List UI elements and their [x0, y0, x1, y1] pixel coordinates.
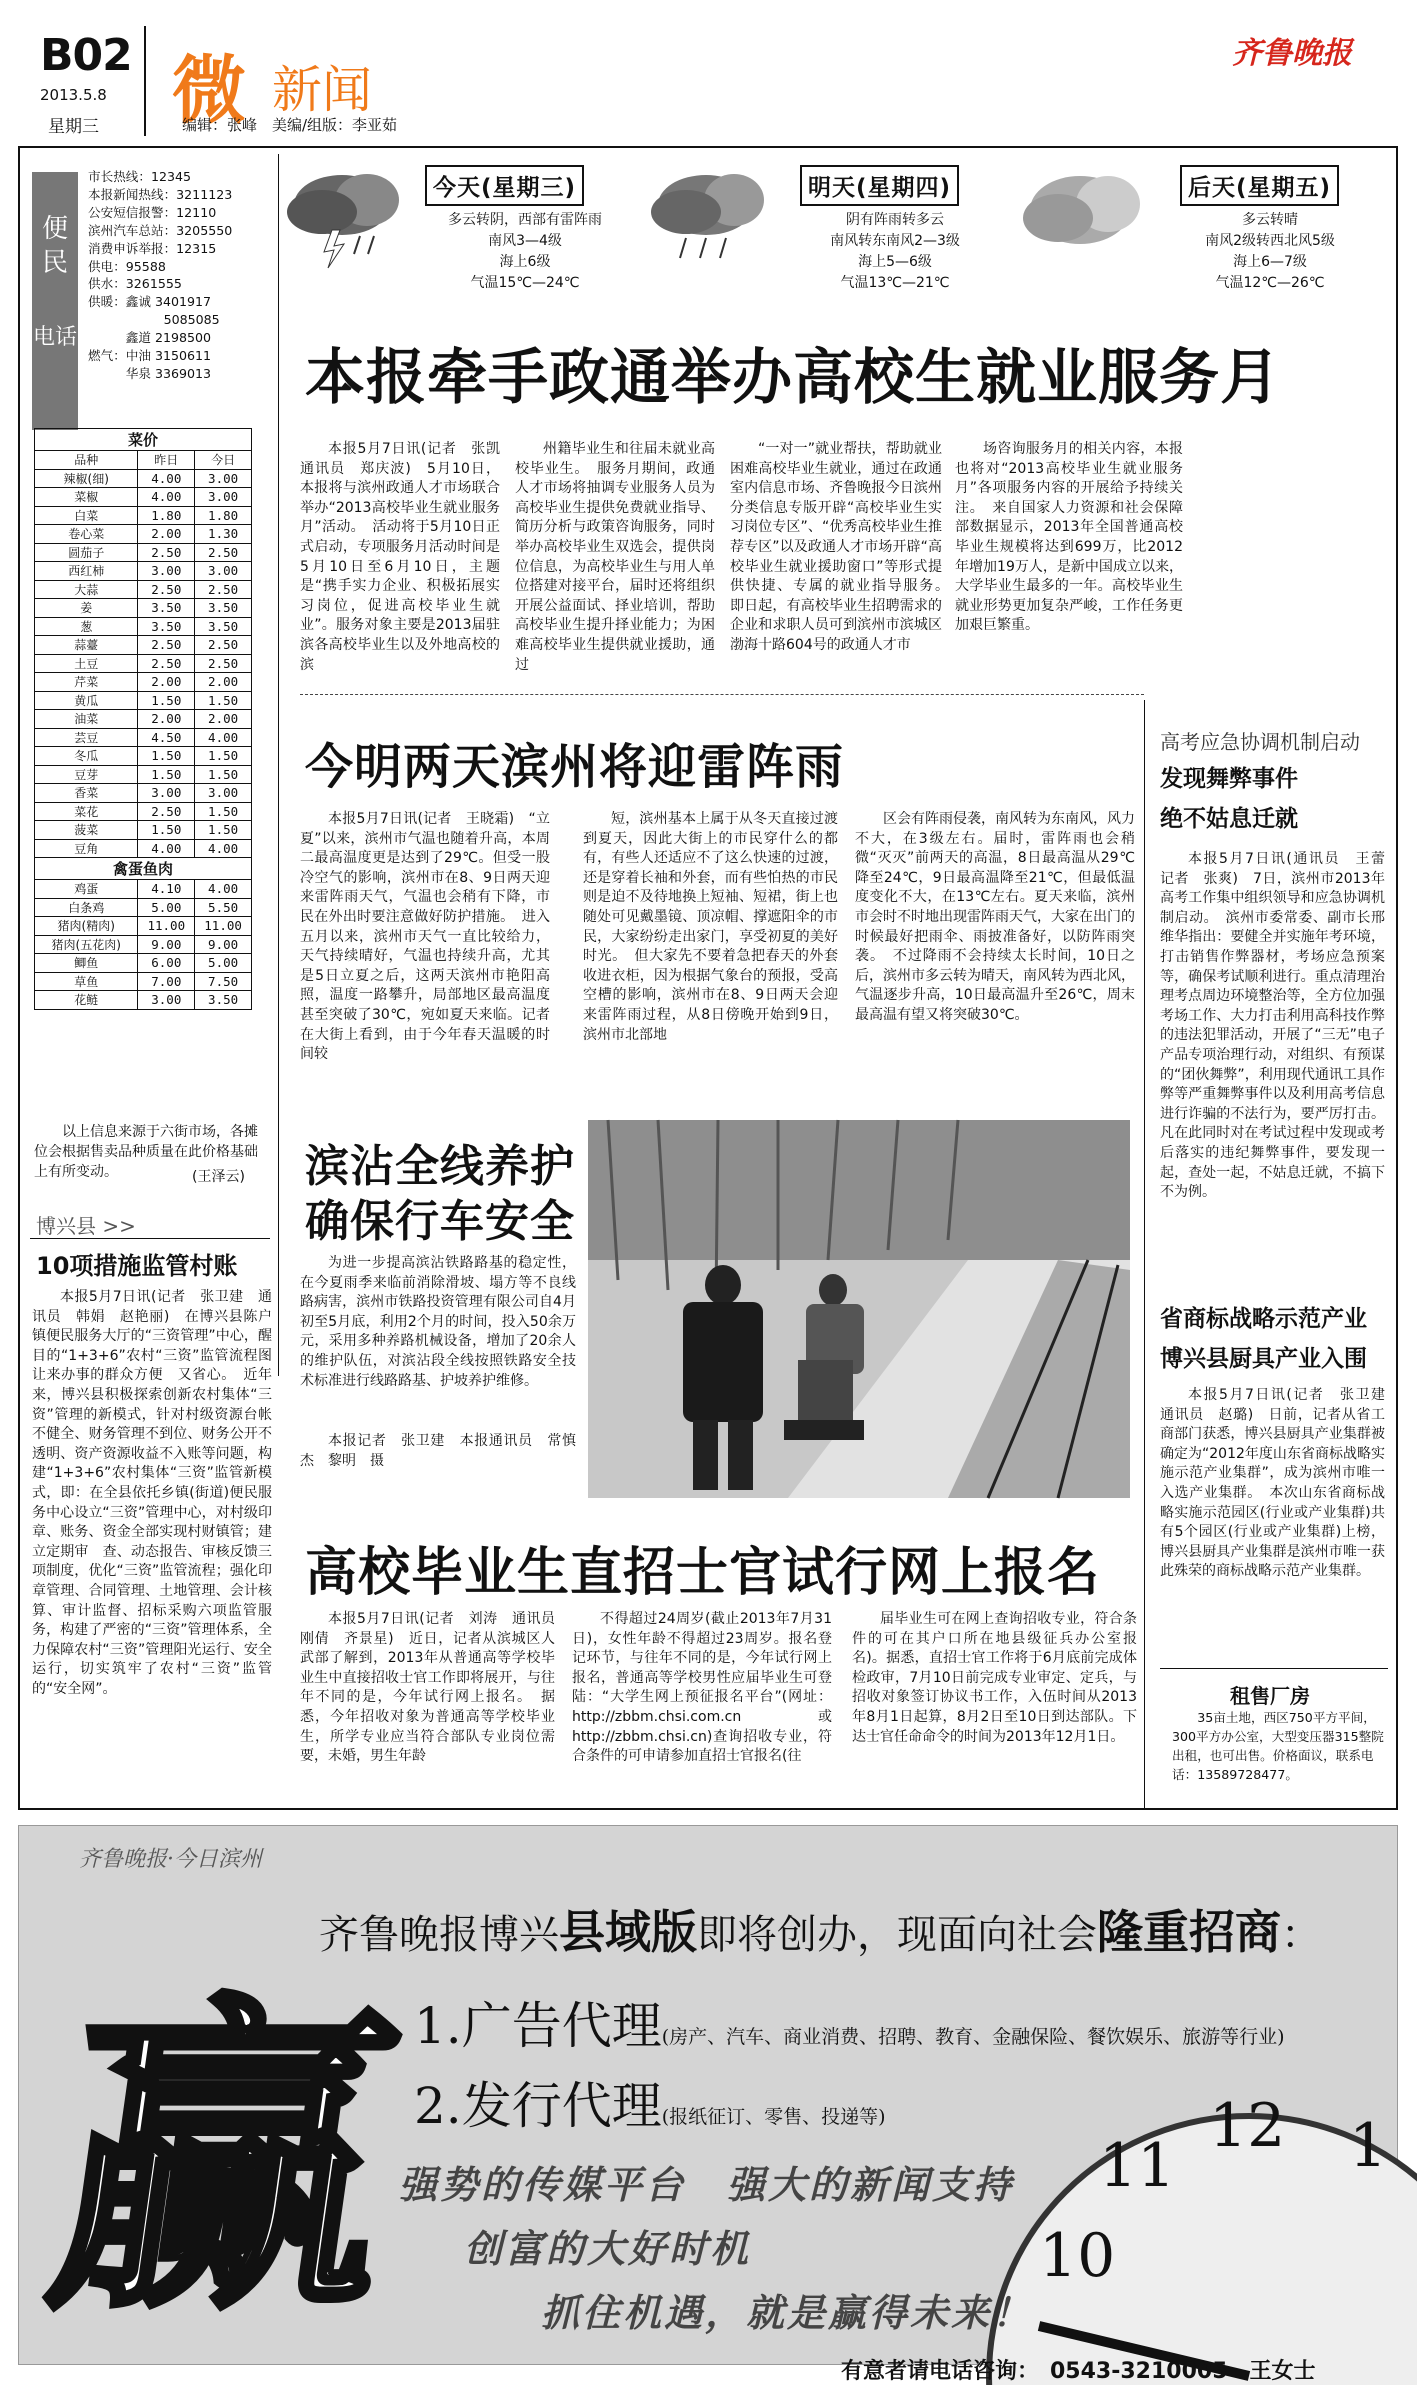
price-yesterday: 3.50 — [138, 617, 195, 636]
price-yesterday: 3.50 — [138, 599, 195, 618]
price-yesterday: 2.00 — [138, 710, 195, 729]
price-note-source: (王泽云) — [192, 1169, 245, 1185]
price-today: 7.50 — [195, 972, 252, 991]
article-column: “一对一”就业帮扶，帮助就业困难高校毕业生就业，通过在政通室内信息市场、齐鲁晚报今日滨州分类信息专版开辟“高校毕业生实习岗位专区”、“优秀高校毕业生推荐专区”以及政通人才市场开辟“高校毕业生就业援助窗口”等形式提供快捷、专属的就业指导服务。 即日起，有高校毕业生招聘需求的企业和求职人员可到滨州市滨城区渤海十路604号的政通人才市 — [730, 441, 956, 653]
price-today: 1.50 — [195, 765, 252, 784]
article-column: 届毕业生可在网上查询招收专业，符合条件的可在其户口所在地县级征兵办公室报名)。据悉，直招士官工作将于6月底前完成体检政审，7月10日前完成专业审定、定兵，与招收对象签订协议书工作，入伍时间从2013年8月1日起算，8月2日至10日到达部队。下达士官任命命令的时间为2013年12月1日。 — [852, 1611, 1137, 1745]
weather-line: 气温13℃—21℃ — [840, 275, 950, 291]
table-row — [35, 506, 252, 525]
ad-big-character — [32, 1969, 429, 2353]
price-today: 11.00 — [195, 917, 252, 936]
price-yesterday: 4.00 — [138, 839, 195, 858]
right-article-body: 本报5月7日讯(通讯员 王蕾 记者 张爽) 7日，滨州市2013年高考工作集中组织领导和应急协调机制启动。 滨州市委常委、副市长邢维华指出：要健全并实施年考环境，打击销售作弊器材，考场应急预案等，确保考试顺利进行。重点清理治理考点周边环境整治等，全方位加强考场工作、大力打击利用高科技作弊的违法犯罪活动，开展了“三无”电子产品专项治理行动，对组织、有预谋的“团伙舞弊”，利用现代通讯工具作弊等严重舞弊事件以及利用高考信息进行诈骗的不法行为，要严厉打击。凡在此同时对在考试过程中发现或考后落实的违纪舞弊事件，要发现一起，查处一起，不姑息迁就，不搞下不为例。 — [1160, 851, 1399, 1201]
table-row — [35, 525, 252, 544]
table-row — [35, 917, 252, 936]
price-yesterday: 2.00 — [138, 525, 195, 544]
recruitment-advertisement — [18, 1825, 1398, 2384]
price-today: 4.00 — [195, 880, 252, 899]
ad-slogan: 创富的大好时机 — [464, 2227, 752, 2271]
column-header: 昨日 — [138, 451, 195, 470]
price-yesterday: 1.50 — [138, 747, 195, 766]
price-yesterday: 1.50 — [138, 821, 195, 840]
article-column: 本报5月7日讯(记者 张凯 通讯员 郑庆波) 5月10日，本报将与滨州政通人才市场联合举办“2013高校毕业生就业服务月”活动。 活动将于5月10日正式启动，专项服务月活动时间是5月10日至6月10日，主题是“携手实力企业、积极拓展实习岗位，促进高校毕业生就业”。服务对象主要是2013届驻滨各高校毕业生以及外地高校的滨 — [300, 441, 514, 673]
price-note: 以上信息来源于六街市场，各摊位会根据售卖品种质量在此价格基础上有所变动。 — [34, 1124, 258, 1180]
right-headline-2: 绝不姑息迁就 — [1160, 806, 1298, 832]
price-yesterday: 6.00 — [138, 954, 195, 973]
newspaper-brand: 齐鲁晚报 — [1232, 36, 1352, 71]
rent-rule — [1160, 1668, 1388, 1669]
weather-line: 阴有阵雨转多云 — [846, 212, 944, 228]
item-name: 菜椒 — [35, 488, 138, 507]
price-yesterday: 4.00 — [138, 488, 195, 507]
table-row — [35, 691, 252, 710]
table-row — [35, 654, 252, 673]
item-name: 西红柿 — [35, 562, 138, 581]
page-number: B02 — [40, 30, 132, 81]
price-today: 2.00 — [195, 673, 252, 692]
price-today: 1.50 — [195, 821, 252, 840]
ad-headline — [319, 1896, 1321, 1962]
ad-item-distribution — [414, 2066, 886, 2138]
price-today: 2.50 — [195, 580, 252, 599]
price-yesterday: 1.50 — [138, 691, 195, 710]
weather-line: 气温12℃—26℃ — [1215, 275, 1325, 291]
price-yesterday: 2.50 — [138, 543, 195, 562]
price-today: 2.50 — [195, 654, 252, 673]
price-yesterday: 3.00 — [138, 562, 195, 581]
price-yesterday: 3.00 — [138, 784, 195, 803]
item-name: 香菜 — [35, 784, 138, 803]
table-row — [35, 617, 252, 636]
ad-item-label: 1.广告代理 — [414, 1997, 662, 2055]
price-yesterday: 4.00 — [138, 469, 195, 488]
price-yesterday: 2.50 — [138, 636, 195, 655]
right-section-label: 高考应急协调机制启动 — [1160, 730, 1360, 754]
bianmin-subtitle: 电话 — [32, 325, 77, 350]
ad-brand: 齐鲁晚报·今日滨州 — [79, 1847, 262, 1872]
table-row — [35, 839, 252, 858]
ad-headline-emphasis: 隆重招商 — [1097, 1905, 1281, 1959]
table-row — [35, 880, 252, 899]
article-column: 不得超过24周岁(截止2013年7月31日)，女性年龄不得超过23周岁。报名登记环节，与往年不同的是，今年试行网上报名，普通高等学校男性应届毕业生可登陆：“大学生网上预征报名平台”(网址：http://zbbm.chsi.com.cn或http://zbbm.chsi.cn)查询招收专业，符合条件的可申请参加直招士官报名(往 — [572, 1611, 832, 1765]
table-row — [35, 935, 252, 954]
cloudy-icon — [1020, 160, 1150, 270]
table-row — [35, 562, 252, 581]
item-name: 卷心菜 — [35, 525, 138, 544]
ad-item-sub: (报纸征订、零售、投递等) — [661, 2106, 886, 2128]
item-name: 油菜 — [35, 710, 138, 729]
weather-dayafter-detail — [1150, 210, 1390, 294]
item-name: 芹菜 — [35, 673, 138, 692]
vegetable-rows — [35, 469, 252, 858]
county-rule — [30, 1238, 270, 1239]
weather-line: 南风2级转西北风5级 — [1205, 233, 1335, 249]
table-row — [35, 821, 252, 840]
table-row — [35, 728, 252, 747]
price-yesterday: 2.50 — [138, 802, 195, 821]
item-name: 豆角 — [35, 839, 138, 858]
price-today: 5.00 — [195, 954, 252, 973]
item-name: 土豆 — [35, 654, 138, 673]
ad-slogan: 强势的传媒平台 强大的新闻支持 — [399, 2163, 1015, 2207]
item-name: 白条鸡 — [35, 898, 138, 917]
item-name: 芸豆 — [35, 728, 138, 747]
article-column: 州籍毕业生和往届未就业高校毕业生。 服务月期间，政通人才市场将抽调专业服务人员为高校毕业生提供免费就业指导、简历分析与政策咨询服务，同时举办高校毕业生双选会，提供岗位信息，为高校毕业生与用人单位搭建对接平台，届时还将组织开展公益面试、择业培训，帮助高校毕业生提升择业能力；为困难高校毕业生提供就业援助，通过 — [515, 441, 715, 673]
price-today: 1.50 — [195, 747, 252, 766]
ad-item-label: 2.发行代理 — [414, 2077, 662, 2135]
right-column-divider — [1144, 700, 1145, 1808]
table-row — [35, 580, 252, 599]
ad-item-sub: (房产、汽车、商业消费、招聘、教育、金融保险、餐饮娱乐、旅游等行业) — [661, 2026, 1285, 2048]
item-name: 猪肉(五花肉) — [35, 935, 138, 954]
clock-number: 1 — [1349, 2111, 1388, 2181]
weekday: 星期三 — [48, 117, 99, 137]
price-today: 2.00 — [195, 710, 252, 729]
article-body: 为进一步提高滨沾铁路路基的稳定性，在今夏雨季来临前消除滑坡、塌方等不良线路病害，滨州市铁路投资管理有限公司自4月初至5月底，利用2个月的时间，投入50余万元，采用多种养路机械设备，增加了20余人的维护队伍，对滨沾段全线按照铁路安全技术标准进行线路路基、护坡养护维修。 — [300, 1255, 576, 1389]
table-title: 菜价 — [35, 429, 252, 451]
article-column: 短，滨州基本上属于从冬天直接过渡到夏天，因此大街上的市民穿什么的都有，有些人还适应不了这么快速的过渡，还是穿着长袖和外套，而有些怕热的市民则是迫不及待地换上短袖、短裙，街上也随处可见戴墨镜、顶凉帽、撑遮阳伞的市民，大家纷纷走出家门，享受初夏的美好时光。 但大家先不要着急把春天的外套收进衣柜，因为根据气象台的预报，受高空槽的影响，滨州市在8、9日两天会迎来雷阵雨过程，从8日傍晚开始到9日，滨州市北部地 — [583, 811, 838, 1043]
price-today: 3.50 — [195, 991, 252, 1010]
price-today: 3.00 — [195, 488, 252, 507]
column-header: 品种 — [35, 451, 138, 470]
price-today: 1.50 — [195, 691, 252, 710]
table-row — [35, 599, 252, 618]
section-logo-xinwen: 新闻 — [272, 61, 372, 119]
price-yesterday: 1.50 — [138, 765, 195, 784]
item-name: 白菜 — [35, 506, 138, 525]
table-row — [35, 784, 252, 803]
right-article-body: 本报5月7日讯(记者 张卫建 通讯员 赵璐) 日前，记者从省工商部门获悉，博兴县厨具产业集群被确定为“2012年度山东省商标战略实施示范产业集群”，成为滨州市唯一入选产业集群。 本次山东省商标战略实施示范园区(行业或产业集群)共有5个园区(行业或产业集群)上榜，博兴县厨具产业集群是滨州市唯一获此殊荣的商标战略示范产业集群。 — [1160, 1387, 1399, 1580]
price-today: 3.00 — [195, 562, 252, 581]
photo-credit: 本报记者 张卫建 本报通讯员 常慎杰 黎明 摄 — [300, 1433, 576, 1469]
item-name: 鲫鱼 — [35, 954, 138, 973]
ad-item-ads — [414, 1986, 1285, 2058]
article-column: 场咨询服务月的相关内容，本报也将对“2013高校毕业生就业服务月”各项服务内容的开展给予持续关注。 来自国家人力资源和社会保障部数据显示，2013年全国普通高校毕业生规模将达到699万，比2012年增加19万人，是新中国成立以来，大学毕业生最多的一年。高校毕业生就业形势更加复杂严峻，工作任务更加艰巨繁重。 — [955, 441, 1183, 634]
item-name: 草鱼 — [35, 972, 138, 991]
table-row — [35, 710, 252, 729]
weather-tomorrow-title: 明天(星期四) — [800, 165, 959, 206]
article-column: 区会有阵雨侵袭，南风转为东南风，风力不大，在3级左右。届时，雷阵雨也会稍微“灭灭”前两天的高温，8日最高温从29℃降至24℃，9日最高温降至21℃，但最低温度变化不大，在13℃左右。夏天来临，滨州市会时不时地出现雷阵雨天气，大家在出门的时候最好把雨伞、雨披准备好，以防阵雨突袭。 不过降雨不会持续太长时间，10日之后，滨州市多云转为晴天，南风转为西北风，气温逐步升高，10日最高温升至26℃，周末最高温有望又将突破30℃。 — [855, 811, 1135, 1023]
weather-today-detail — [410, 210, 640, 294]
weather-line: 气温15℃—24℃ — [470, 275, 580, 291]
ad-headline-emphasis: 县域版 — [559, 1905, 697, 1959]
right-headline-1: 发现舞弊事件 — [1160, 766, 1298, 792]
price-today: 4.00 — [195, 728, 252, 747]
weather-tomorrow-detail — [780, 210, 1010, 294]
rent-ad-text: 35亩土地，西区750平方平间，300平方办公室，大型变压器315整院出租，也可出售。价格面议，联系电话：13589728477。 — [1172, 1710, 1384, 1782]
price-yesterday: 2.00 — [138, 673, 195, 692]
issue-date: 2013.5.8 — [40, 86, 107, 104]
headline-railway-2: 确保行车安全 — [305, 1196, 575, 1247]
vegetable-price-table — [34, 428, 252, 1010]
left-column-divider — [278, 154, 279, 1376]
ad-headline-part: 即将创办，现面向社会 — [697, 1912, 1097, 1958]
table-row — [35, 802, 252, 821]
article-column: 本报5月7日讯(记者 刘涛 通讯员 刚倩 齐景星) 近日，记者从滨城区人武部了解到，2013年从普通高等学校毕业生中直接招收士官工作即将展开，与往年不同的是，今年试行网上报名。 据悉，今年招收对象为普通高等学校毕业生，所学专业应当符合部队专业岗位需要，未婚，男生年龄 — [300, 1611, 569, 1765]
table-row — [35, 747, 252, 766]
price-today: 5.50 — [195, 898, 252, 917]
price-yesterday: 11.00 — [138, 917, 195, 936]
headline-thunderstorm: 今明两天滨州将迎雷阵雨 — [305, 739, 845, 795]
price-today: 9.00 — [195, 935, 252, 954]
county-article-body: 本报5月7日讯(记者 张卫建 通讯员 韩娟 赵艳丽) 在博兴县陈户镇便民服务大厅的“三资管理”中心，醒目的“1+3+6”农村“三资”监管流程图让来办事的群众方便 又省心。 近年来，博兴县积极探索创新农村集体“三资”管理的新模式，针对村级资源台帐不健全、财务管理不到位、财务公开不透明、资产资源收益不入账等问题，构建“1+3+6”农村集体“三资”监管新模式，即：在全县依托乡镇(街道)便民服务中心设立“三资”管理中心，对村级印章、账务、资金全部实现村财镇管；建立定期审 查、动态报告、审核反馈三项制度，优化“三资”监管流程；强化印章管理、合同管理、土地管理、会计核算、审计监督、招标采购六项监管服务，构建了严密的“三资”管理体系，全力保障农村“三资”管理阳光运行、安全运行，切实筑牢了农村“三资”监管的“安全网”。 — [32, 1289, 272, 1697]
table-row — [35, 543, 252, 562]
price-today: 2.50 — [195, 636, 252, 655]
ad-headline-part: 齐鲁晚报博兴 — [319, 1912, 559, 1958]
item-name: 辣椒(细) — [35, 469, 138, 488]
right-headline-4: 博兴县厨具产业入围 — [1160, 1346, 1367, 1372]
article-column: 本报5月7日讯(记者 王晓霜) “立夏”以来，滨州市气温也随着升高，本周二最高温度更是达到了29℃。但受一股冷空气的影响，滨州市在8、9日两天迎来雷阵雨天气，气温也会稍有下降，市民在外出时要注意做好防护措施。 进入五月以来，滨州市天气一直比较给力，天气持续晴好，气温也持续升高，尤其是5日立夏之后，这两天滨州市艳阳高照，温度一路攀升，局部地区最高温度甚至突破了30℃，宛如夏天来临。记者在大街上看到，由于今年春天温暖的时间较 — [300, 811, 550, 1063]
headline-employment-month: 本报牵手政通举办高校生就业服务月 — [305, 343, 1281, 413]
item-name: 葱 — [35, 617, 138, 636]
clock-number: 11 — [1099, 2131, 1176, 2201]
table-row — [35, 673, 252, 692]
weather-line: 南风转东南风2—3级 — [830, 233, 960, 249]
table-section-title: 禽蛋鱼肉 — [35, 858, 252, 880]
item-name: 姜 — [35, 599, 138, 618]
price-yesterday: 1.80 — [138, 506, 195, 525]
weather-line: 南风3—4级 — [488, 233, 562, 249]
item-name: 圆茄子 — [35, 543, 138, 562]
rain-cloud-icon — [646, 160, 776, 270]
item-name: 菜花 — [35, 802, 138, 821]
hotline-list: 市长热线：12345 本报新闻热线：3211123 公安短信报警：12110 滨州汽车总站：3205550 消费申诉举报：12315 供电：95588 供水：3261555 供暖：鑫诚 3401917 5085085 鑫道 2198500 燃气：中油 3150611 华泉 3369013 — [88, 169, 233, 381]
price-today: 3.50 — [195, 617, 252, 636]
item-name: 黄瓜 — [35, 691, 138, 710]
table-row — [35, 429, 252, 451]
county-article-title: 10项措施监管村账 — [36, 1252, 238, 1280]
bianmin-label — [32, 172, 78, 430]
column-header: 今日 — [195, 451, 252, 470]
clock-number: 12 — [1209, 2091, 1286, 2161]
price-today: 3.50 — [195, 599, 252, 618]
headline-railway-1: 滨沾全线养护 — [305, 1141, 575, 1192]
table-row — [35, 636, 252, 655]
table-row — [35, 972, 252, 991]
item-name: 猪肉(精肉) — [35, 917, 138, 936]
item-name: 蒜薹 — [35, 636, 138, 655]
editor-line: 编辑：张峰 美编/组版：李亚茹 — [182, 116, 398, 134]
table-row — [35, 954, 252, 973]
headline-sergeant-recruit: 高校毕业生直招士官试行网上报名 — [305, 1543, 1101, 1603]
weather-line: 多云转阴，西部有雷阵雨 — [448, 212, 602, 228]
table-row — [35, 488, 252, 507]
weather-dayafter-title: 后天(星期五) — [1180, 165, 1339, 206]
weather-line: 海上6级 — [499, 254, 551, 270]
item-name: 花鲢 — [35, 991, 138, 1010]
county-label: 博兴县 >> — [36, 1214, 136, 1238]
rent-ad-title: 租售厂房 — [1230, 1684, 1310, 1708]
table-row — [35, 898, 252, 917]
price-yesterday: 2.50 — [138, 580, 195, 599]
ad-contact: 有意者请电话咨询： 0543-3210005 王女士 — [841, 2359, 1316, 2384]
weather-today-title: 今天(星期三) — [425, 165, 584, 206]
ad-headline-part: ： — [1281, 1912, 1321, 1958]
thunderstorm-icon — [282, 160, 412, 270]
ad-slogan: 抓住机遇，就是赢得未来！ — [541, 2291, 1034, 2335]
price-today: 3.00 — [195, 784, 252, 803]
price-today: 1.30 — [195, 525, 252, 544]
table-row — [35, 858, 252, 880]
table-row — [35, 765, 252, 784]
weather-line: 海上5—6级 — [858, 254, 932, 270]
price-today: 4.00 — [195, 839, 252, 858]
item-name: 菠菜 — [35, 821, 138, 840]
item-name: 大蒜 — [35, 580, 138, 599]
clock-number: 10 — [1039, 2221, 1116, 2291]
price-today: 2.50 — [195, 543, 252, 562]
table-row — [35, 991, 252, 1010]
section-logo-wei: 微 — [172, 48, 246, 134]
price-yesterday: 9.00 — [138, 935, 195, 954]
price-yesterday: 4.50 — [138, 728, 195, 747]
price-yesterday: 7.00 — [138, 972, 195, 991]
item-name: 冬瓜 — [35, 747, 138, 766]
price-today: 1.50 — [195, 802, 252, 821]
table-row — [35, 451, 252, 470]
railway-maintenance-photo — [588, 1120, 1130, 1498]
bianmin-title: 便民 — [41, 214, 68, 278]
table-row — [35, 469, 252, 488]
item-name: 鸡蛋 — [35, 880, 138, 899]
meat-egg-rows — [35, 880, 252, 1010]
big-character: 赢 — [32, 1969, 416, 2353]
weather-line: 海上6—7级 — [1233, 254, 1307, 270]
price-today: 3.00 — [195, 469, 252, 488]
price-yesterday: 5.00 — [138, 898, 195, 917]
header-divider — [144, 26, 146, 136]
price-yesterday: 2.50 — [138, 654, 195, 673]
price-yesterday: 3.00 — [138, 991, 195, 1010]
item-name: 豆芽 — [35, 765, 138, 784]
price-yesterday: 4.10 — [138, 880, 195, 899]
section-divider — [300, 694, 1144, 695]
right-headline-3: 省商标战略示范产业 — [1160, 1306, 1367, 1332]
weather-line: 多云转晴 — [1242, 212, 1298, 228]
price-today: 1.80 — [195, 506, 252, 525]
